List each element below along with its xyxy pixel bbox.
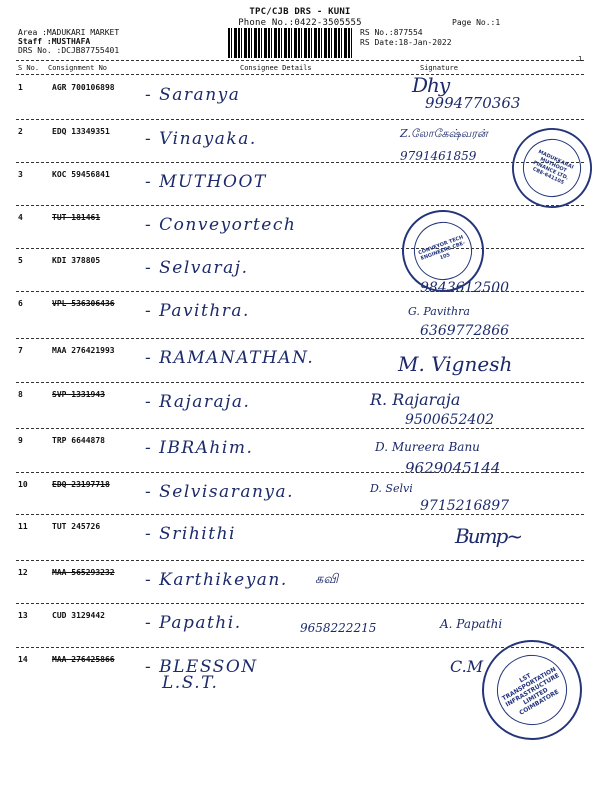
phone-number: Phone No.:0422-3505555 <box>238 18 362 28</box>
row-sig-phone: 9791461859 <box>400 149 477 163</box>
row-consignment: CUD 3129442 <box>52 611 105 620</box>
row-consignee-name-line2: L.S.T. <box>162 673 219 693</box>
row-sig-phone: 6369772866 <box>420 323 510 339</box>
row-rule <box>16 603 584 604</box>
signature-scrawl: Dhy <box>412 73 450 97</box>
row-rule <box>16 248 584 249</box>
row-sig-phone: 9843612500 <box>420 280 510 296</box>
row-rule <box>16 382 584 383</box>
row-consignee-name: - Karthikeyan. <box>145 570 288 590</box>
row-consignee-name: - Selvaraj. <box>145 258 249 278</box>
row-consignment: EDQ 23197718 <box>52 480 110 489</box>
row-consignee-name: - Srihithi <box>145 524 236 544</box>
row-sig-name: A. Papathi <box>440 617 503 631</box>
table-row <box>0 123 600 167</box>
rs-number: RS No.:877554 <box>360 28 423 37</box>
corner-mark: 1 <box>578 55 583 63</box>
row-rule <box>16 291 584 292</box>
barcode <box>228 28 352 58</box>
row-consignee-name: - Vinayaka. <box>145 129 257 149</box>
rs-date: RS Date:18-Jan-2022 <box>360 38 452 47</box>
row-sig-name: G. Pavithra <box>408 305 470 318</box>
row-sno: 12 <box>18 568 28 577</box>
row-sig-name: Z.லோகேஷ்வரன் <box>400 127 488 140</box>
row-sno: 13 <box>18 611 28 620</box>
row-sno: 7 <box>18 346 23 355</box>
header-rule-top <box>16 60 584 61</box>
row-consignment: VPL 536306436 <box>52 299 115 308</box>
row-consignee-name: - Papathi. <box>145 613 242 633</box>
row-rule <box>16 514 584 515</box>
signature-scrawl: C.M <box>450 657 484 676</box>
row-sno: 1 <box>18 83 23 92</box>
row-sno: 4 <box>18 213 23 222</box>
table-row <box>0 564 600 608</box>
row-consignee-name: - IBRAhim. <box>145 438 254 458</box>
row-consignment: MAA 276425866 <box>52 655 115 664</box>
staff-label: Staff :MUSTHAFA <box>18 37 91 46</box>
table-row <box>0 342 600 386</box>
signature-scrawl: Bump~ <box>455 524 522 548</box>
row-consignment: EDQ 13349351 <box>52 127 110 136</box>
header-rule-bottom <box>16 74 584 75</box>
row-sig-phone: 9994770363 <box>425 94 521 112</box>
row-sno: 3 <box>18 170 23 179</box>
row-consignee-name: - Selvisaranya. <box>145 482 295 502</box>
row-sig-name: D. Mureera Banu <box>375 440 480 454</box>
row-sig-phone: 9715216897 <box>420 498 510 514</box>
row-sig-phone: 9500652402 <box>405 412 495 428</box>
row-sig-name: D. Selvi <box>370 482 413 495</box>
col-sno: S No. <box>18 64 40 72</box>
row-consignee-name: - Pavithra. <box>145 301 250 321</box>
table-row <box>0 518 600 562</box>
row-sno: 11 <box>18 522 28 531</box>
row-consignee-name: - Rajaraja. <box>145 392 251 412</box>
sheet-title: TPC/CJB DRS - KUNI <box>249 7 351 17</box>
col-consignment: Consignment No <box>48 64 108 72</box>
table-row <box>0 432 600 476</box>
row-sig-phone: 9629045144 <box>405 459 501 477</box>
row-rule <box>16 205 584 206</box>
row-sno: 14 <box>18 655 28 664</box>
table-row <box>0 295 600 339</box>
row-sno: 10 <box>18 480 28 489</box>
row-consignment: TUT 245726 <box>52 522 101 531</box>
row-sno: 8 <box>18 390 23 399</box>
row-consignment: SVP 1331943 <box>52 390 105 399</box>
row-consignee-name: - BLESSON <box>145 657 258 677</box>
row-consignee-name: - RAMANATHAN. <box>145 348 315 368</box>
row-sno: 5 <box>18 256 23 265</box>
row-rule <box>16 338 584 339</box>
stamp-text: LST TRANSPORTATION INFRASTRUCTURE LIMITED COIMBATORE <box>500 665 561 717</box>
table-row <box>0 386 600 430</box>
row-consignee-name: - Saranya <box>145 85 241 105</box>
row-sno: 2 <box>18 127 23 136</box>
row-sig-phone: 9658222215 <box>300 621 377 635</box>
row-sig-name: R. Rajaraja <box>370 390 461 409</box>
area-label: Area :MADUKARI MARKET <box>18 28 120 37</box>
row-consignment: KOC 59456841 <box>52 170 110 179</box>
row-consignee-name: - MUTHOOT <box>145 172 267 192</box>
row-rule <box>16 472 584 473</box>
row-rule <box>16 162 584 163</box>
row-consignment: KDI 378805 <box>52 256 101 265</box>
row-consignment: MAA 565293232 <box>52 568 115 577</box>
table-row <box>0 73 600 123</box>
table-row <box>0 166 600 210</box>
row-rule <box>16 647 584 648</box>
row-consignment: TUT 181461 <box>52 213 101 222</box>
row-consignment: AGR 700106898 <box>52 83 115 92</box>
row-sno: 9 <box>18 436 23 445</box>
stamp-text: MADUKKARAI MUTHOOT FINANCE LTD. CBE-641105 <box>531 149 575 187</box>
row-consignment: MAA 276421993 <box>52 346 115 355</box>
row-rule <box>16 119 584 120</box>
page-number: Page No.:1 <box>452 18 501 27</box>
row-consignee-name: - Conveyortech <box>145 215 297 235</box>
col-consignee: Consignee Details <box>240 64 312 72</box>
table-row <box>0 252 600 296</box>
row-rule <box>16 560 584 561</box>
row-rule <box>16 428 584 429</box>
table-row <box>0 209 600 253</box>
drs-number: DRS No. :DCJB87755401 <box>18 46 120 55</box>
row-sig-name: கவி <box>315 572 339 587</box>
stamp-text: CONVEYOR TECH ENGINEERS CBE-105 <box>417 234 466 262</box>
row-consignment: TRP 6644878 <box>52 436 105 445</box>
col-signature: Signature <box>420 64 458 72</box>
row-sno: 6 <box>18 299 23 308</box>
row-sig-name: M. Vignesh <box>398 352 513 376</box>
